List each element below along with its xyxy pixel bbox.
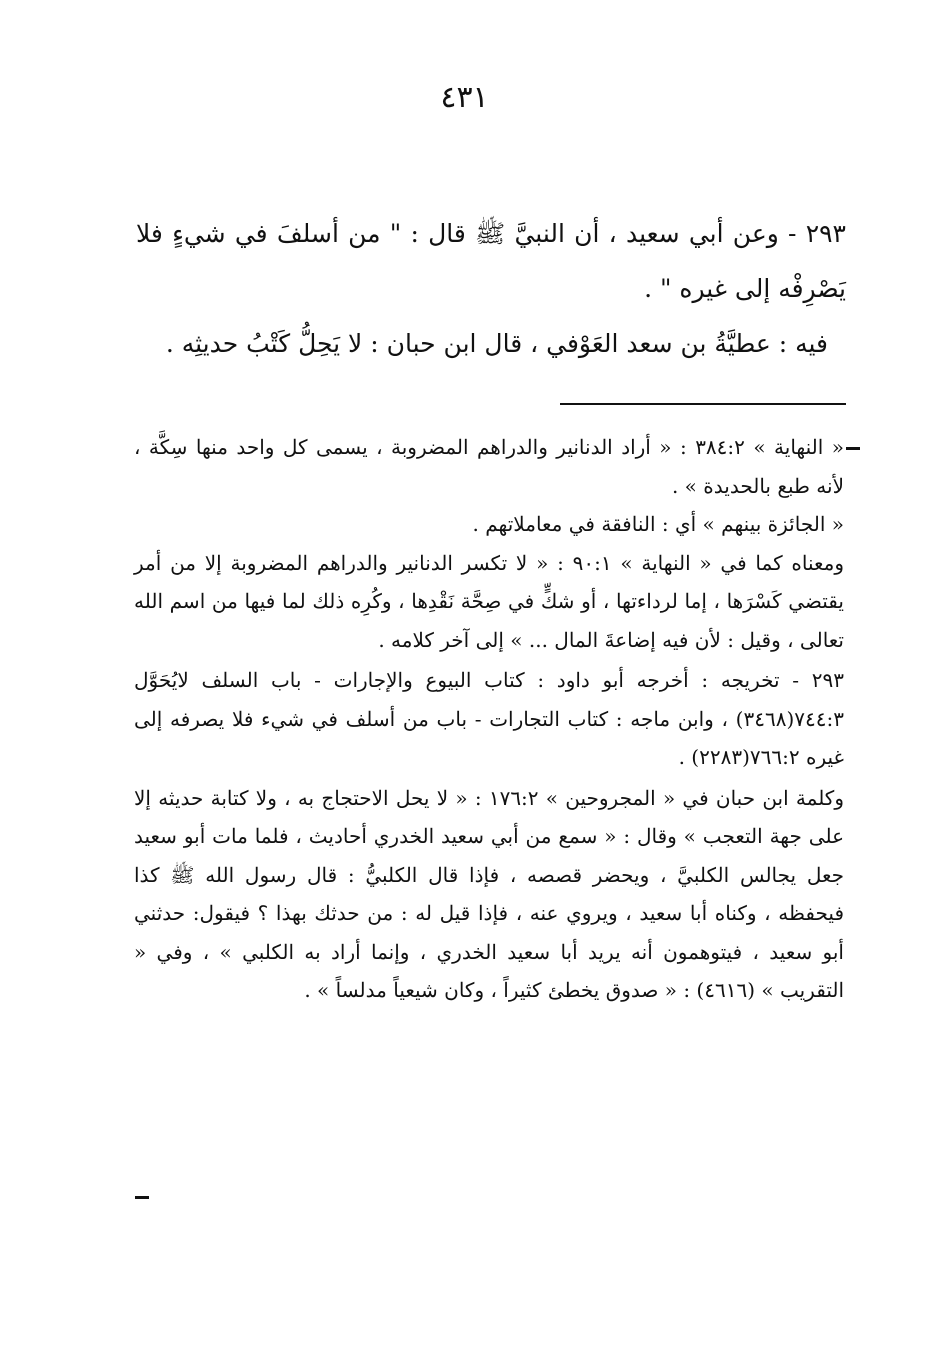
footnotes <box>134 428 844 1010</box>
footnote-paragraph: « النهاية » ٣٨٤:٢ : « أراد الدنانير والدراهم المضروبة ، يسمى كل واحد منها سِكَّة ، لأنه طبع بالحديدة » . <box>134 435 844 498</box>
hadith-commentary: فيه : عطيَّةُ بن سعد العَوْفي ، قال ابن حبان : لا يَحِلُّ كَتْبُ حديثِه . <box>165 329 828 358</box>
footnote-separator <box>560 403 846 405</box>
main-text <box>136 206 846 371</box>
footnote-paragraph: ٢٩٣ - تخريجه : أخرجه أبو داود : كتاب البيوع والإجارات - باب السلف لايُحَوَّل ٧٤٤:٣(٣٤٦٨) ، وابن ماجه : كتاب التجارات - باب من أسلف في شيء فلا يصرفه إلى غيره ٧٦٦:٢(٢٢٨٣) . <box>134 668 844 769</box>
hadith-text: ٢٩٣ - وعن أبي سعيد ، أن النبيَّ ﷺ قال : " من أسلفَ في شيءٍ فلا يَصْرِفْه إلى غيره " . <box>136 219 846 303</box>
continuation-dash-top <box>846 447 860 450</box>
continuation-dash-bottom <box>135 1196 149 1199</box>
footnote-paragraph: وكلمة ابن حبان في « المجروحين » ١٧٦:٢ : « لا يحل الاحتجاج به ، ولا كتابة حديثه إلا على جهة التعجب » وقال : « سمع من أبي سعيد الخدري أحاديث ، فلما مات أبو سعيد جعل يجالس الكلبيَّ ، ويحضر قصصه ، فإذا قال الكلبيُّ : قال رسول الله ﷺ كذا فيحفظه ، وكناه أبا سعيد ، ويروي عنه ، فإذا قيل له : من حدثك بهذا ؟ فيقول: حدثني أبو سعيد ، فيتوهمون أنه يريد أبا سعيد الخدري ، وإنما أراد به الكلبي » ، وفي « التقريب » (٤٦١٦) : « صدوق يخطئ كثيراً ، وكان شيعياً مدلساً » . <box>134 785 844 1002</box>
footnote-paragraph: ومعناه كما في « النهاية » ٩٠:١ : « لا تكسر الدنانير والدراهم المضروبة إلا من أمر يقتضي كَسْرَها ، إما لرداءتها ، أو شكٍّ في صِحَّة نَقْدِها ، وكُرِه ذلك لما فيها من اسم الله تعالى ، وقيل : لأن فيه إضاعةَ المال ... » إلى آخر كلامه . <box>134 550 844 652</box>
footnote-paragraph: « الجائزة بينهم » أي : النافقة في معاملاتهم . <box>472 512 844 536</box>
page-number: ٤٣١ <box>440 80 489 115</box>
